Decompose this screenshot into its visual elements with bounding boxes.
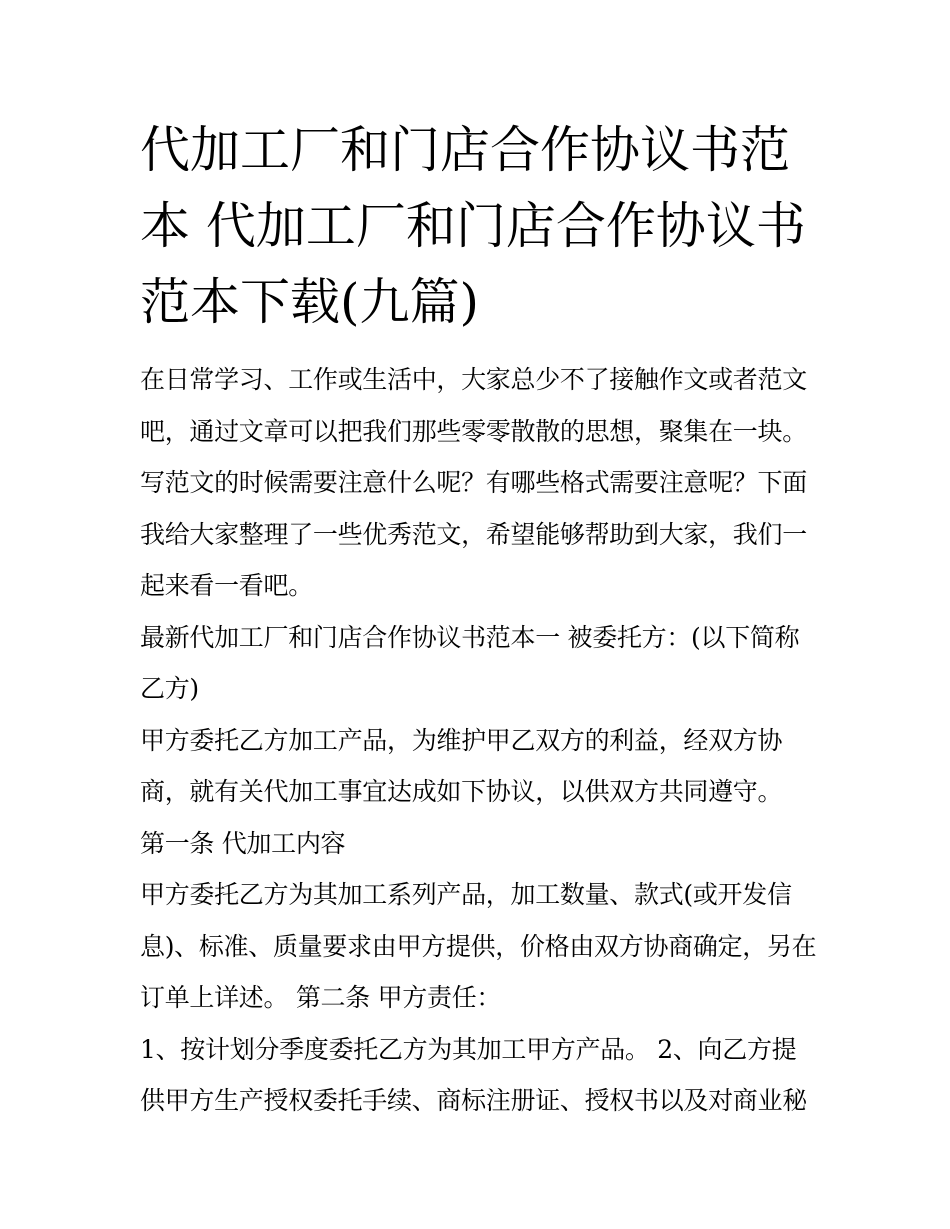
paragraph-article-one-title: 第一条 代加工内容 (140, 828, 346, 858)
paragraph-article-one-content: 甲方委托乙方为其加工系列产品，加工数量、款式(或开发信息)、标准、质量要求由甲方提供，价格由双方协商确定，另在订单上详述。 第二条 甲方责任： (140, 880, 817, 1012)
document-title: 代加工厂和门店合作协议书范本 代加工厂和门店合作协议书范本下载(九篇) (140, 121, 806, 331)
paragraph-party-a-duties: 1、按计划分季度委托乙方为其加工甲方产品。 2、向乙方提供甲方生产授权委托手续、商标注册证、授权书以及对商业秘 (140, 1034, 807, 1115)
paragraph-intro: 在日常学习、工作或生活中，大家总少不了接触作文或者范文吧，通过文章可以把我们那些零零散散的思想，聚集在一块。写范文的时候需要注意什么呢？有哪些格式需要注意呢？下面我给大家整理了一些优秀范文，希望能够帮助到大家，我们一起来看一看吧。 (140, 365, 807, 600)
paragraph-agreement-heading: 最新代加工厂和门店合作协议书范本一 被委托方：(以下简称乙方) (140, 622, 800, 703)
paragraph-agreement-purpose: 甲方委托乙方加工产品，为维护甲乙双方的利益，经双方协商，就有关代加工事宜达成如下协议，以供双方共同遵守。 (140, 725, 783, 806)
document-body (140, 354, 820, 1127)
